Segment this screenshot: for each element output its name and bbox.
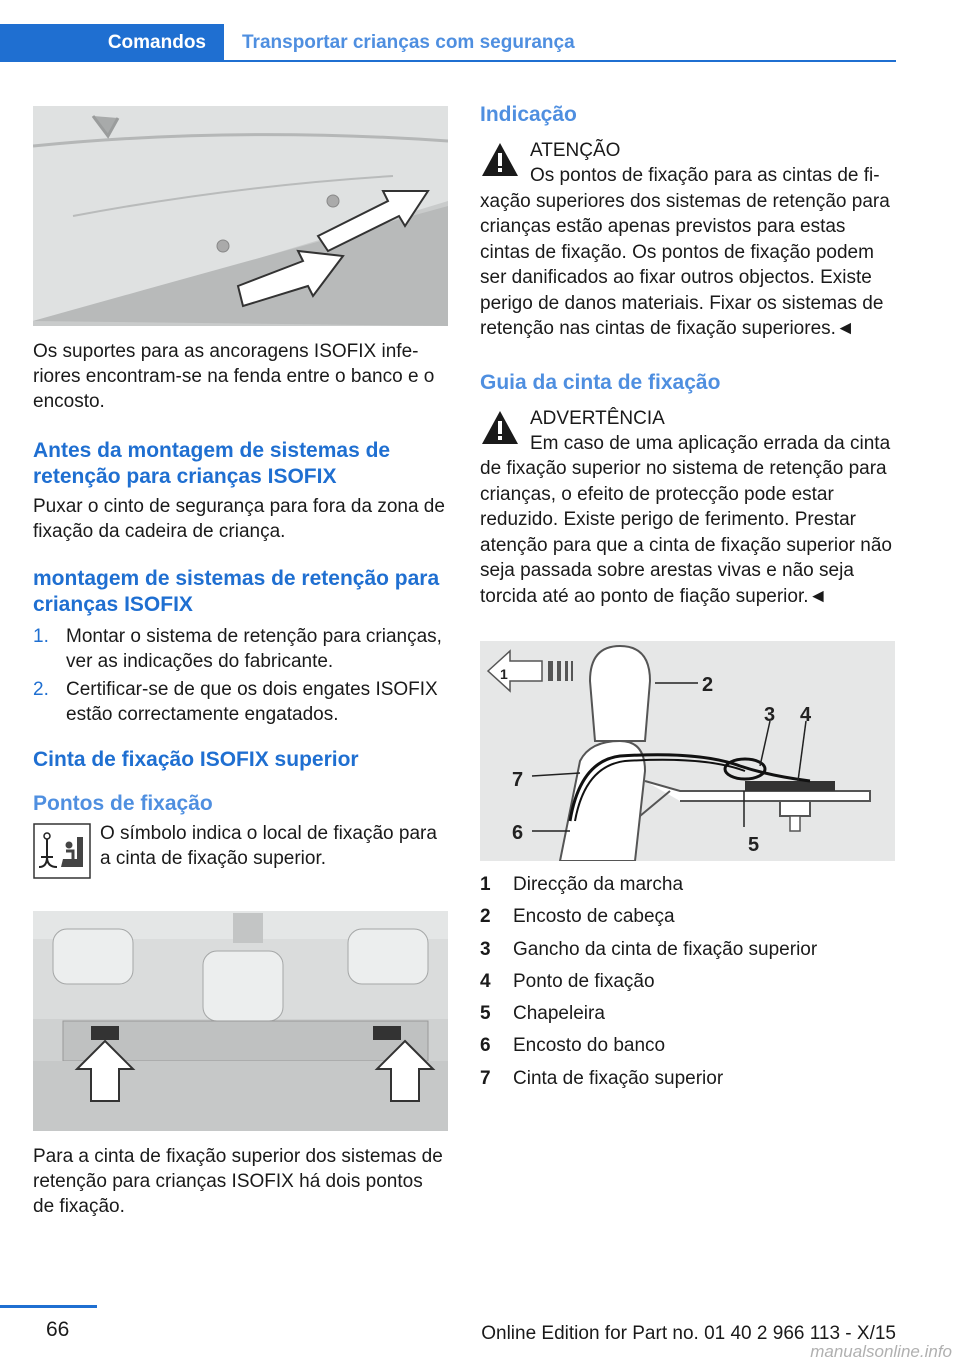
warning-triangle-icon — [480, 140, 520, 180]
warning-body: Em caso de uma aplicação errada da cinta de fixação superior no sistema de retenção para crianças, o efeito de protecção pode estar reduzido. Existe perigo de ferimento. Prestar atenção para que a cinta de fixação superior não seja passada sobre arestas vivas e não seja torcida até ao ponto de fiação superior.◄ — [480, 432, 892, 607]
subheading-anchor-points: Pontos de fixação — [33, 792, 213, 815]
legend-number: 7 — [480, 1067, 491, 1089]
step-item — [33, 624, 448, 674]
legend-number: 3 — [480, 938, 491, 960]
section-title: Comandos — [107, 32, 206, 53]
warning-title: ATENÇÃO — [530, 140, 621, 161]
seat-gap-illustration — [33, 106, 448, 326]
mounting-steps — [33, 624, 448, 727]
warning-box-caution — [480, 406, 895, 610]
right-column — [480, 102, 895, 1095]
step-number: 2. — [33, 679, 49, 700]
legend-item — [480, 998, 895, 1030]
caption-isofix-anchors: Os suportes para as ancoragens ISOFIX inferiores encontram-se na fenda entre o banco e o encosto. — [33, 341, 435, 412]
step-text: Montar o sistema de retenção para crianças, ver as indicações do fabricante. — [66, 626, 442, 672]
legend-text: Gancho da cinta de fixação superior — [513, 938, 818, 960]
warning-text — [480, 163, 895, 342]
step-number: 1. — [33, 626, 49, 647]
page-number: 66 — [46, 1318, 70, 1341]
header-rule — [224, 60, 896, 62]
legend-text: Encosto do banco — [513, 1035, 666, 1057]
tether-diagram — [480, 641, 895, 861]
rear-shelf-photo — [33, 911, 448, 1131]
legend-number: 6 — [480, 1035, 491, 1057]
warning-title: ADVERTÊNCIA — [530, 407, 665, 429]
edition-text: Online Edition for Part no. 01 40 2 966 113 - X/15 — [481, 1323, 896, 1344]
legend-item — [480, 934, 895, 966]
legend-item — [480, 1030, 895, 1062]
legend-number: 1 — [480, 874, 491, 895]
warning-triangle-icon — [480, 408, 520, 448]
diagram-label: 3 — [764, 704, 776, 726]
heading-mounting: montagem de sistemas de retenção para crianças ISOFIX — [33, 567, 440, 616]
section-tab — [0, 24, 224, 62]
legend-number: 4 — [480, 970, 491, 992]
para-pull-belt: Puxar o cinto de segurança para fora da zona de fixação da cadeira de criança. — [33, 496, 445, 542]
child-seat-anchor-icon — [33, 823, 91, 879]
step-item — [33, 677, 448, 727]
legend-text: Cinta de fixação superior — [513, 1067, 724, 1089]
legend-text: Direcção da marcha — [513, 874, 684, 895]
symbol-block — [33, 821, 448, 881]
legend-item — [480, 901, 895, 933]
legend-item — [480, 966, 895, 998]
tether-routing-illustration — [480, 641, 895, 861]
left-column — [33, 106, 448, 1219]
diagram-label: 1 — [500, 666, 508, 682]
legend-number: 5 — [480, 1003, 491, 1025]
symbol-description: O símbolo indica o local de fixação para a cinta de fixação superior. — [100, 823, 437, 869]
legend-text: Encosto de cabeça — [513, 906, 675, 928]
diagram-label: 7 — [512, 769, 524, 791]
warning-box-attention — [480, 138, 895, 342]
legend-item — [480, 1063, 895, 1095]
isofix-seat-photo — [33, 106, 448, 326]
caption-two-anchor-points: Para a cinta de fixação superior dos sistemas de retenção para crianças ISOFIX há dois pontos de fixação. — [33, 1146, 443, 1217]
legend-number: 2 — [480, 906, 491, 928]
footer-rule — [0, 1305, 97, 1308]
warning-text — [480, 431, 895, 610]
diagram-label: 6 — [512, 822, 524, 844]
diagram-label: 5 — [748, 834, 760, 856]
warning-body: Os pontos de fixação para as cintas de fixação superiores dos sistemas de retenção para crianças estão apenas previstos para estas cintas de fixação. Os pontos de fixação podem ser danificados ao fixar outros objectos. Existe perigo de danos materiais. Fixar os sistemas de retenção nas cintas de fixação superiores.◄ — [480, 165, 890, 339]
legend-item — [480, 869, 895, 901]
heading-top-tether: Cinta de fixação ISOFIX superior — [33, 748, 359, 771]
diagram-label: 2 — [702, 674, 714, 696]
legend-text: Chapeleira — [513, 1003, 605, 1025]
legend-text: Ponto de fixação — [513, 970, 655, 992]
subheading-belt-guide: Guia da cinta de fixação — [480, 370, 721, 394]
diagram-label: 4 — [800, 704, 812, 726]
watermark: manualsonline.info — [810, 1342, 952, 1361]
subheading-note: Indicação — [480, 103, 577, 126]
heading-before-mounting: Antes da montagem de sistemas de retenção para crianças ISOFIX — [33, 439, 391, 488]
step-text: Certificar-se de que os dois engates ISOFIX estão correctamente engatados. — [66, 679, 438, 725]
rear-shelf-illustration — [33, 911, 448, 1131]
subsection-title: Transportar crianças com segurança — [242, 32, 575, 53]
diagram-legend — [480, 869, 895, 1095]
